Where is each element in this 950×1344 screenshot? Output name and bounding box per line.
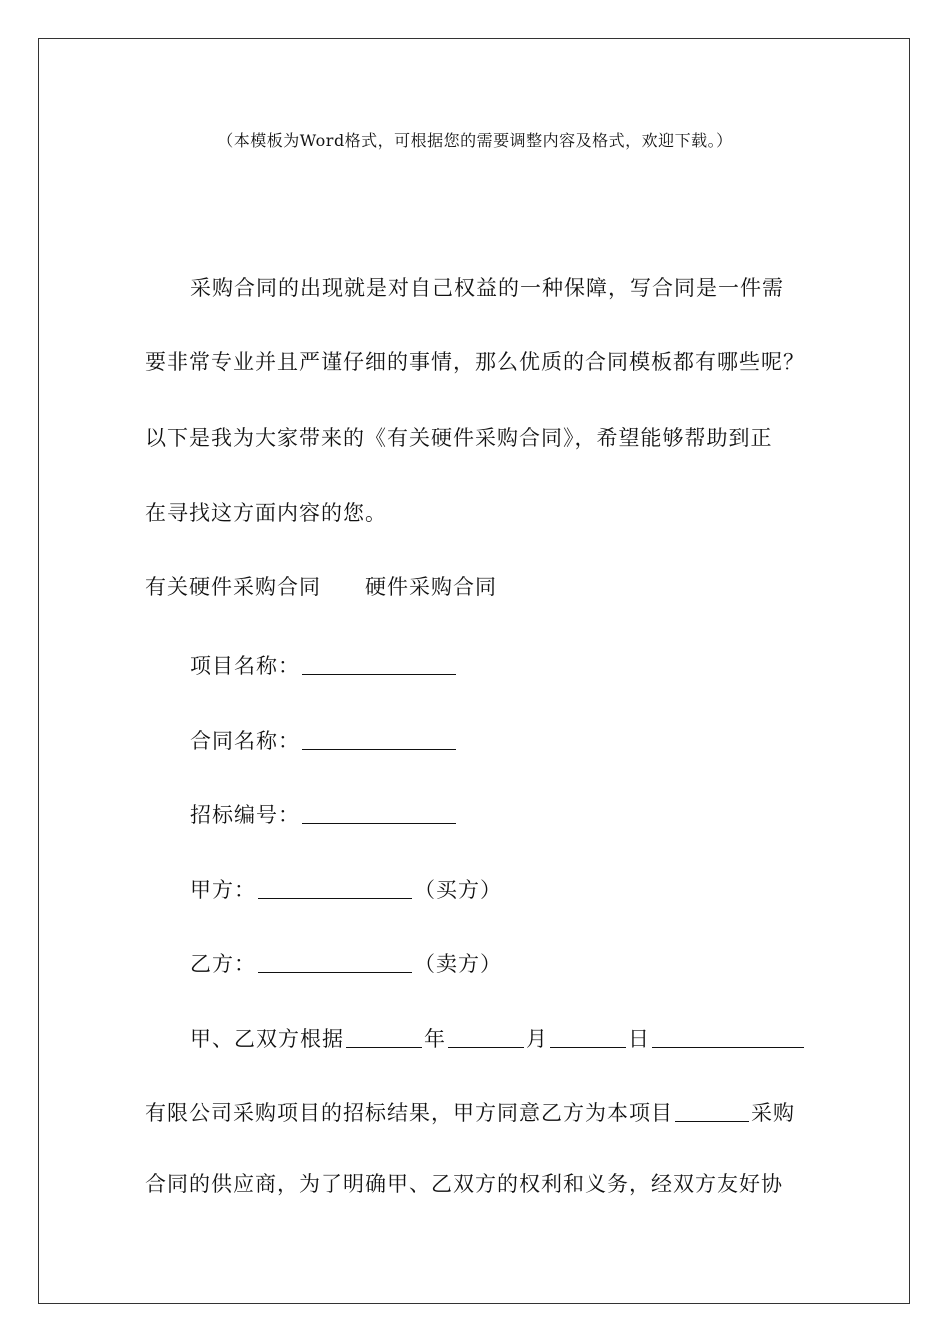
bid-number-row: [190, 801, 458, 826]
party-b-blank[interactable]: [258, 952, 412, 973]
year-label: 年: [424, 1027, 446, 1051]
project-item-blank[interactable]: [675, 1101, 749, 1122]
project-name-row: [190, 652, 458, 677]
contract-name-label: 合同名称：: [190, 729, 300, 753]
party-a-blank[interactable]: [258, 878, 412, 899]
party-b-row: [190, 950, 502, 975]
intro-line-4: 在寻找这方面内容的您。: [145, 501, 387, 525]
day-blank[interactable]: [550, 1027, 626, 1048]
contract-title-line: [145, 577, 497, 598]
body-line-2-end: 采购: [751, 1101, 795, 1125]
month-blank[interactable]: [448, 1027, 524, 1048]
project-name-blank[interactable]: [302, 654, 456, 675]
party-b-role: （卖方）: [414, 952, 502, 976]
company-blank[interactable]: [652, 1027, 804, 1048]
party-a-row: [190, 876, 502, 901]
party-b-label: 乙方：: [190, 952, 256, 976]
contract-title: 有关硬件采购合同: [145, 575, 321, 599]
project-name-label: 项目名称：: [190, 654, 300, 678]
day-label: 日: [628, 1027, 650, 1051]
intro-line-2: 要非常专业并且严谨仔细的事情，那么优质的合同模板都有哪些呢？: [145, 350, 805, 374]
body-line-2-start: 有限公司采购项目的招标结果，甲方同意乙方为本项目: [145, 1101, 673, 1125]
contract-name-blank[interactable]: [302, 729, 456, 750]
body-line-2: [145, 1099, 795, 1124]
template-note: （本模板为Word格式，可根据您的需要调整内容及格式，欢迎下载。）: [217, 131, 733, 150]
contract-name-row: [190, 727, 458, 752]
bid-number-label: 招标编号：: [190, 803, 300, 827]
body-line-1-start: 甲、乙双方根据: [190, 1027, 344, 1051]
year-blank[interactable]: [346, 1027, 422, 1048]
body-line-3: 合同的供应商，为了明确甲、乙双方的权利和义务，经双方友好协: [145, 1172, 783, 1196]
party-a-role: （买方）: [414, 878, 502, 902]
intro-line-1: 采购合同的出现就是对自己权益的一种保障，写合同是一件需: [190, 276, 784, 300]
bid-number-blank[interactable]: [302, 803, 456, 824]
month-label: 月: [526, 1027, 548, 1051]
party-a-label: 甲方：: [190, 878, 256, 902]
contract-subtitle: 硬件采购合同: [365, 575, 497, 599]
body-line-1: [190, 1025, 806, 1050]
intro-line-3: 以下是我为大家带来的《有关硬件采购合同》，希望能够帮助到正: [145, 426, 773, 450]
